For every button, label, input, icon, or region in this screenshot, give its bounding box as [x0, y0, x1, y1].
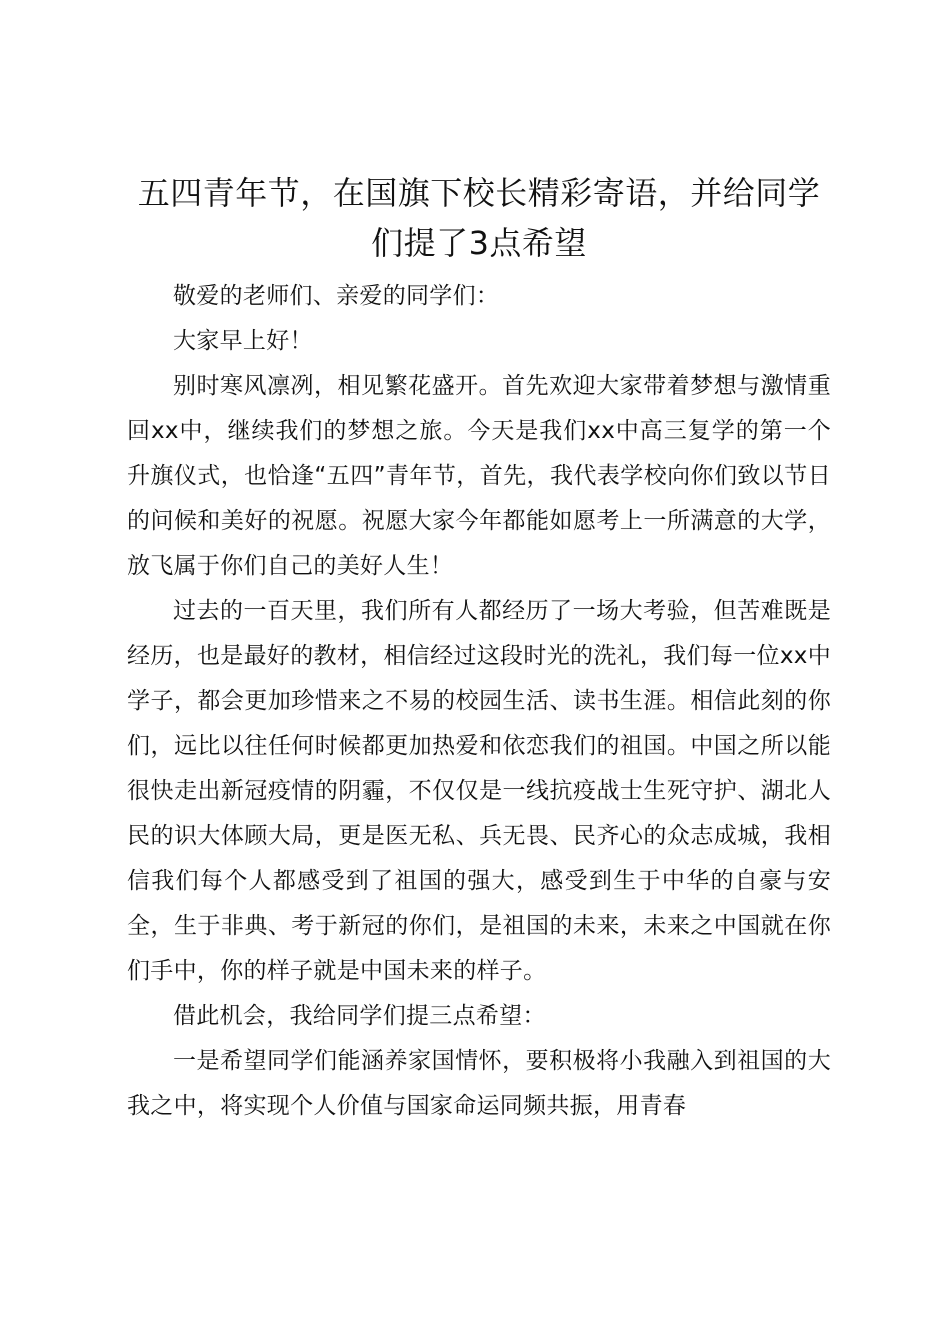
salutation-paragraph: 敬爱的老师们、亲爱的同学们： — [173, 283, 500, 309]
document-title: 五四青年节，在国旗下校长精彩寄语，并给同学们提了3点希望 — [137, 174, 821, 262]
document-page — [127, 168, 831, 1129]
body-paragraph-hopes-intro: 借此机会，我给同学们提三点希望： — [173, 1003, 546, 1029]
body-paragraph-hope-one: 一是希望同学们能涵养家国情怀，要积极将小我融入到祖国的大我之中，将实现个人价值与国家命运同频共振，用青春 — [127, 1048, 831, 1119]
body-paragraph-past-hundred-days: 过去的一百天里，我们所有人都经历了一场大考验，但苦难既是经历，也是最好的教材，相信经过这段时光的洗礼，我们每一位xx中学子，都会更加珍惜来之不易的校园生活、读书生涯。相信此刻的你们，远比以往任何时候都更加热爱和依恋我们的祖国。中国之所以能很快走出新冠疫情的阴霾，不仅仅是一线抗疫战士生死守护、湖北人民的识大体顾大局，更是医无私、兵无畏、民齐心的众志成城，我相信我们每个人都感受到了祖国的强大，感受到生于中华的自豪与安全，生于非典、考于新冠的你们，是祖国的未来，未来之中国就在你们手中，你的样子就是中国未来的样子。 — [127, 598, 831, 984]
body-paragraph-welcome: 别时寒风凛冽，相见繁花盛开。首先欢迎大家带着梦想与激情重回xx中，继续我们的梦想之旅。今天是我们xx中高三复学的第一个升旗仪式，也恰逢“五四”青年节，首先，我代表学校向你们致以节日的问候和美好的祝愿。祝愿大家今年都能如愿考上一所满意的大学，放飞属于你们自己的美好人生！ — [127, 373, 831, 579]
greeting-paragraph: 大家早上好！ — [173, 328, 313, 354]
